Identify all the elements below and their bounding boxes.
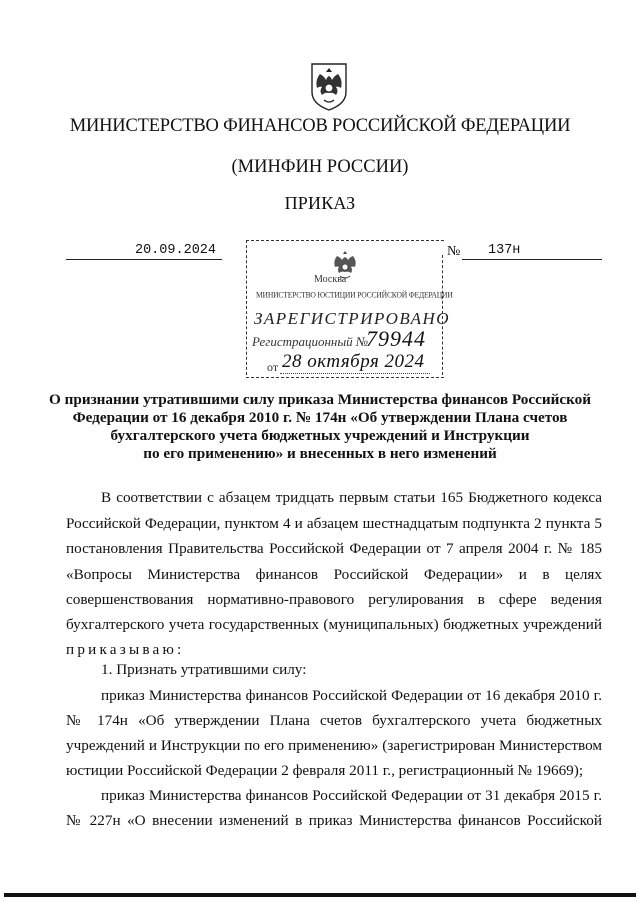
ministry-name: МИНИСТЕРСТВО ФИНАНСОВ РОССИЙСКОЙ ФЕДЕРАЦИИ (69, 116, 571, 136)
document-title-line: Федерации от 16 декабря 2010 г. № 174н «Об утверждении Плана счетов (72, 409, 568, 426)
body-paragraph-line: юстиции Российской Федерации 2 февраля 2011 г., регистрационный № 19669); (66, 762, 584, 779)
stamp-border-left (246, 240, 247, 375)
document-title-line: по его применению» и внесенных в него изменений (143, 445, 497, 462)
document-type: ПРИКАЗ (284, 193, 356, 213)
number-mark: № (447, 244, 461, 259)
scan-bottom-edge (4, 893, 636, 897)
stamp-registration-label: Регистрационный № (252, 334, 369, 349)
stamp-registration-number: 79944 (366, 326, 426, 351)
stamp-border-bottom (246, 377, 444, 378)
order-number: 137н (488, 243, 521, 258)
ministry-short-name: (МИНФИН РОССИИ) (231, 157, 409, 177)
number-underline (462, 259, 602, 260)
body-paragraph-line: приказ Министерства финансов Российской Федерации от 16 декабря 2010 г. (101, 687, 602, 704)
body-paragraph-line: Российской Федерации, пунктом 4 и абзацем шестнадцатым подпункта 2 пункта 5 (66, 515, 602, 532)
stamp-registered-label: ЗАРЕГИСТРИРОВАНО (254, 309, 451, 328)
coat-of-arms-emblem (306, 58, 352, 112)
body-paragraph-line: № 227н «О внесении изменений в приказ Министерства финансов Российской (66, 812, 602, 829)
body-paragraph-line: учреждений и Инструкции по его применению» (зарегистрирован Министерством (66, 737, 602, 754)
body-paragraph-line: № 174н «Об утверждении Плана счетов бухгалтерского учета бюджетных (66, 712, 602, 729)
stamp-handwritten-date: 28 октября 2024 (282, 351, 425, 372)
body-paragraph-line: бухгалтерского учета государственных (муниципальных) бюджетных учреждений (66, 616, 602, 633)
body-paragraph-line: приказ Министерства финансов Российской Федерации от 31 декабря 2015 г. (101, 787, 602, 804)
body-paragraph-line: «Вопросы Министерства финансов Российской Федерации» и в целях (66, 566, 602, 583)
body-decree-word: приказываю: (66, 641, 185, 658)
order-date: 20.09.2024 (134, 243, 216, 258)
body-paragraph-line: совершенствования нормативно-правового регулирования в сфере ведения (66, 591, 602, 608)
stamp-date-underline (280, 373, 430, 374)
document-title-line: О признании утратившими силу приказа Министерства финансов Российской (49, 391, 591, 408)
stamp-city: Москва (314, 274, 347, 285)
stamp-border-top (246, 240, 444, 241)
stamp-from-label: от (267, 360, 279, 374)
document-title-line: бухгалтерского учета бюджетных учреждений и Инструкции (110, 427, 530, 444)
stamp-ministry: МИНИСТЕРСТВО ЮСТИЦИИ РОССИЙСКОЙ ФЕДЕРАЦИИ (256, 289, 453, 300)
body-paragraph-line: В соответствии с абзацем тридцать первым статьи 165 Бюджетного кодекса (101, 489, 602, 506)
date-underline (66, 259, 222, 260)
body-paragraph-line: 1. Признать утратившими силу: (101, 661, 307, 678)
body-paragraph-line: постановления Правительства Российской Федерации от 7 апреля 2004 г. № 185 (66, 540, 602, 557)
